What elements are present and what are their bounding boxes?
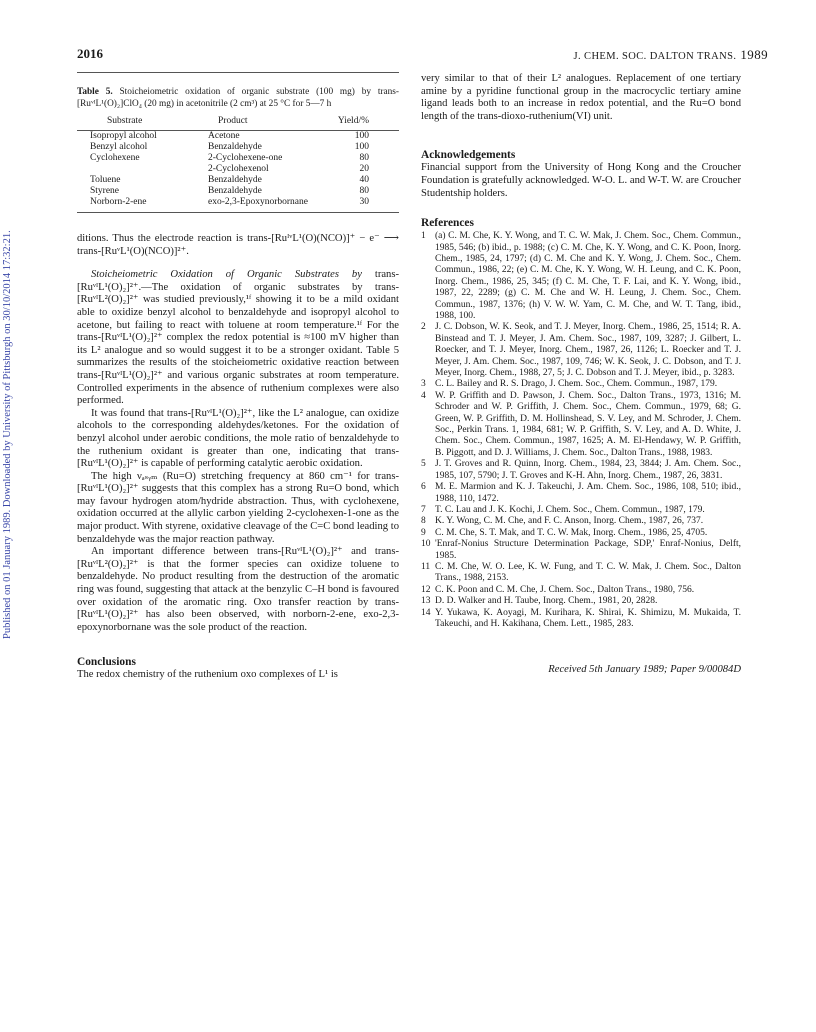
table-cell: 40 bbox=[359, 175, 369, 185]
reference-item bbox=[421, 528, 741, 539]
table-cell: 80 bbox=[359, 186, 369, 196]
paragraph: very similar to that of their L² analogues. Replacement of one tertiary amine by a pyridine functional group in the macrocyclic tertiary amine ligand leads both to an increase in redox potential, and the Ru=O bond length of the trans-dioxo-ruthenium(VI) unit. bbox=[421, 73, 741, 122]
reference-number: 9 bbox=[421, 527, 426, 538]
reference-item bbox=[421, 482, 741, 505]
section-heading: Conclusions bbox=[77, 656, 136, 669]
table-cell: Benzyl alcohol bbox=[90, 142, 148, 152]
table-row bbox=[77, 186, 399, 197]
table-bottom-rule bbox=[77, 212, 399, 213]
reference-item bbox=[421, 516, 741, 527]
page-number: 2016 bbox=[77, 46, 103, 61]
reference-number: 11 bbox=[421, 561, 431, 572]
reference-number: 5 bbox=[421, 459, 426, 470]
table-cell: Toluene bbox=[90, 175, 121, 185]
table-cell: Acetone bbox=[208, 131, 240, 141]
table-row bbox=[77, 164, 399, 175]
paper-number: Paper 9/00084D bbox=[670, 664, 741, 676]
reference-text: C. M. Che, S. T. Mak, and T. C. W. Mak, Inorg. Chem., 1986, 25, 4705. bbox=[435, 527, 708, 538]
received-line bbox=[421, 664, 741, 677]
reference-item bbox=[421, 539, 741, 562]
reference-number: 8 bbox=[421, 516, 426, 527]
reference-item bbox=[421, 459, 741, 482]
reference-text: W. P. Griffith and D. Pawson, J. Chem. Soc., Dalton Trans., 1973, 1316; M. Schroder and W. P. Griffith, J. Chem. Soc., Chem. Commun., 1979, 68; G. Green, W. P. Griffith, D. M. Hollinshead, S. V. Ley, and M. Schroder, J. Chem. Soc., Perkin Trans. 1, 1984, 681; W. P. Griffith, S. V. Ley, and A. D. White, J. Chem. Soc., Chem. Commun., 1987, 1625; A. M. El-Hendawy, W. P. Griffith, B. Piggott, and D. J. Williams, J. Chem. Soc., Dalton Trans., 1988, 1983. bbox=[435, 390, 741, 458]
table-row bbox=[77, 197, 399, 208]
column-header: Yield/% bbox=[327, 112, 399, 131]
table-cell: Benzaldehyde bbox=[208, 175, 262, 185]
table-header-row bbox=[77, 112, 399, 131]
column-header: Product bbox=[208, 112, 327, 131]
reference-item bbox=[421, 608, 741, 631]
reference-item bbox=[421, 379, 741, 390]
reference-number: 13 bbox=[421, 596, 431, 607]
reference-number: 10 bbox=[421, 539, 431, 550]
paragraph: The redox chemistry of the ruthenium oxo complexes of L¹ is bbox=[77, 669, 338, 681]
table-cell: 2-Cyclohexenol bbox=[208, 164, 269, 174]
reference-text: M. E. Marmion and K. J. Takeuchi, J. Am. Chem. Soc., 1986, 108, 510; ibid., 1988, 110, 1472. bbox=[435, 482, 741, 504]
table-cell: exo-2,3-Epoxynorbornane bbox=[208, 197, 308, 207]
reference-number: 7 bbox=[421, 504, 426, 515]
paragraph-title: Stoicheiometric Oxidation of Organic Substrates by bbox=[91, 269, 362, 281]
reference-text: J. C. Dobson, W. K. Seok, and T. J. Meyer, Inorg. Chem., 1986, 25, 1514; R. A. Binstead and T. J. Meyer, J. Am. Chem. Soc., 1987, 109, 3287; J. Gilbert, L. Roecker, and T. J. Meyer, Inorg. Chem., 1987, 26, 1126; L. Roecker and T. J. Meyer, J. Am. Chem. Soc., 1987, 109, 746; W. K. Seok, J. C. Dobson, and T. J. Meyer, Inorg. Chem., 1988, 27, 5; J. C. Dobson and T. J. Meyer, ibid., p. 3283. bbox=[435, 322, 741, 379]
paragraph bbox=[77, 269, 399, 408]
table-cell: Benzaldehyde bbox=[208, 186, 262, 196]
table-cell bbox=[77, 164, 208, 175]
reference-item bbox=[421, 596, 741, 607]
reference-text: J. T. Groves and R. Quinn, Inorg. Chem., 1984, 23, 3844; J. Am. Chem. Soc., 1985, 107, 5790; J. T. Groves and K-H. Ahn, Inorg. Chem., 1987, 26, 3831. bbox=[435, 459, 741, 481]
table-cell: Benzaldehyde bbox=[208, 142, 262, 152]
reference-text: D. D. Walker and H. Taube, Inorg. Chem., 1981, 20, 2828. bbox=[435, 596, 658, 607]
reference-number: 3 bbox=[421, 379, 426, 390]
section-heading: Acknowledgements bbox=[421, 149, 516, 162]
section-heading: References bbox=[421, 217, 474, 230]
paragraph: An important difference between trans-[RuᵛᴵL¹(O)₂]²⁺ and trans-[RuᵛᴵL²(O)₂]²⁺ is that the former species can oxidize toluene to benzaldehyde. No product resulting from the destruction of the aromatic ring was found, suggesting that attack at the benzylic C–H bond is favoured over oxidation of the aromatic ring. Oxo transfer reaction by trans-[RuᵛᴵL¹(O)₂]²⁺ has also been observed, with norborn-2-ene, exo-2,3-epoxynorbornane was the sole product of the reaction. bbox=[77, 546, 399, 633]
reference-text: C. L. Bailey and R. S. Drago, J. Chem. Soc., Chem. Commun., 1987, 179. bbox=[435, 379, 718, 390]
table-cell: 100 bbox=[354, 142, 369, 152]
paragraph: ditions. Thus the electrode reaction is trans-[RuᴵᵛL¹(O)(NCO)]⁺ − e⁻ ⟶ trans-[RuᵛL¹(O)(NCO)]²⁺. bbox=[77, 233, 399, 257]
reference-number: 4 bbox=[421, 390, 426, 401]
table-row bbox=[77, 153, 399, 164]
right-column bbox=[421, 73, 741, 677]
reference-item bbox=[421, 562, 741, 585]
reference-item bbox=[421, 322, 741, 379]
paragraph-text: trans-[RuᵛᴵL¹(O)₂]²⁺.—The oxidation of organic substrates by trans-[RuᵛᴵL²(O)₂]²⁺ was studied previously,¹ᶠ showing it to be a mild oxidant able to oxidize benzyl alcohol to benzaldehyde and isopropyl alcohol to acetone, but failing to react with toluene at room temperature.¹ᶠ For the trans-[RuᵛᴵL¹(O)₂]²⁺ complex the redox potential is ≈100 mV higher than its L² analogue and so would suggest it to be a stronger oxidant. Table 5 summarizes the results of the stoicheiometric oxidative reaction between trans-[RuᵛᴵL¹(O)₂]²⁺ and various organic substrates at room temperature. Controlled experiments in the absence of ruthenium complexes were also performed. bbox=[77, 269, 399, 407]
reference-list bbox=[421, 231, 741, 630]
table-cell: 2-Cyclohexene-one bbox=[208, 153, 283, 163]
journal-year: 1989 bbox=[740, 47, 768, 62]
table-row bbox=[77, 131, 399, 143]
results-table bbox=[77, 112, 399, 208]
paragraph: The high νₐₛᵧₘ (Ru=O) stretching frequency at 860 cm⁻¹ for trans-[RuᵛᴵL¹(O)₂]²⁺ suggests that this complex has a strong Ru=O bond, which may favour hydrogen atom/hydride abstraction. Thus, with cyclohexene, oxidation occurred at the allylic carbon yielding 2-cyclohexen-1-one as the major product. With styrene, oxidative cleavage of the C=C bond leading to benzaldehyde was the major reaction pathway. bbox=[77, 470, 399, 545]
paragraph: Financial support from the University of Hong Kong and the Croucher Foundation is gratefully acknowledged. W-O. L. and W-T. W. are Croucher Studentship holders. bbox=[421, 162, 741, 199]
download-watermark: Published on 01 January 1989. Downloaded by University of Pittsburgh on 30/10/2014 17:32:21. bbox=[2, 230, 13, 640]
reference-number: 2 bbox=[421, 322, 426, 333]
table-row bbox=[77, 175, 399, 186]
reference-text: Y. Yukawa, K. Aoyagi, M. Kurihara, K. Shirai, K. Shimizu, M. Mukaida, T. Takeuchi, and H. Kakihana, Chem. Lett., 1985, 283. bbox=[435, 607, 741, 629]
reference-text: C. M. Che, W. O. Lee, K. W. Fung, and T. C. W. Mak, J. Chem. Soc., Dalton Trans., 1988, 2153. bbox=[435, 561, 741, 584]
table-cell: Styrene bbox=[90, 186, 120, 196]
reference-text: 'Enraf-Nonius Structure Determination Package, SDP,' Enraf-Nonius, Delft, 1985. bbox=[435, 539, 741, 561]
reference-item bbox=[421, 391, 741, 459]
reference-item bbox=[421, 505, 741, 516]
reference-text: C. K. Poon and C. M. Che, J. Chem. Soc., Dalton Trans., 1980, 756. bbox=[435, 584, 695, 595]
table-cell: 100 bbox=[354, 131, 369, 141]
journal-header bbox=[574, 47, 769, 63]
table-cell: Cyclohexene bbox=[90, 153, 140, 163]
reference-number: 1 bbox=[421, 231, 426, 242]
reference-number: 14 bbox=[421, 607, 431, 618]
reference-number: 12 bbox=[421, 584, 431, 595]
table-caption bbox=[77, 87, 399, 110]
top-rule bbox=[77, 72, 399, 73]
column-header: Substrate bbox=[77, 112, 208, 131]
table-label: Table 5. bbox=[77, 87, 113, 97]
left-column bbox=[77, 72, 399, 682]
reference-item bbox=[421, 585, 741, 596]
journal-title: J. CHEM. SOC. DALTON TRANS. bbox=[573, 51, 737, 62]
received-date: Received 5th January 1989; bbox=[548, 664, 668, 676]
table-cell: 80 bbox=[359, 153, 369, 163]
reference-item bbox=[421, 231, 741, 322]
table-cell: Isopropyl alcohol bbox=[90, 131, 157, 141]
reference-text: T. C. Lau and J. K. Kochi, J. Chem. Soc., Chem. Commun., 1987, 179. bbox=[435, 504, 705, 515]
table-cell: Norborn-2-ene bbox=[90, 197, 147, 207]
paragraph: It was found that trans-[RuᵛᴵL¹(O)₂]²⁺, like the L² analogue, can oxidize alcohols to the corresponding aldehydes/ketones. For the oxidation of benzyl alcohol under aerobic conditions, the mole ratio of benzaldehyde to the ruthenium oxidant is greater than one, indicating that trans-[RuᵛᴵL¹(O)₂]²⁺ is capable of performing catalytic aerobic oxidation. bbox=[77, 407, 399, 470]
table-caption-text: Stoicheiometric oxidation of organic substrate (100 mg) by trans-[RuᵛᴵL¹(O)₂]ClO₄ (20 mg) in acetonitrile (2 cm³) at 25 °C for 5—7 h bbox=[77, 87, 399, 109]
table-row bbox=[77, 142, 399, 153]
table-cell: 30 bbox=[359, 197, 369, 207]
reference-text: K. Y. Wong, C. M. Che, and F. C. Anson, Inorg. Chem., 1987, 26, 737. bbox=[435, 516, 704, 527]
reference-text: (a) C. M. Che, K. Y. Wong, and T. C. W. Mak, J. Chem. Soc., Chem. Commun., 1985, 546; (b) ibid., p. 1988; (c) C. M. Che, K. Y. Wong, and C. K. Poon, Inorg. Chem., 1985, 24, 1797; (d) C. M. Che and K. Y. Wong, J. Chem. Soc., Chem. Commun., 1986, 22; (e) C. M. Che, K. Y. Wong, W. H. Leung, and C. K. Poon, Inorg. Chem., 1986, 25, 345; (f) C. M. Che, T. F. Lai, and K. Y. Wong, ibid., 1987, 22, 2289; (g) C. M. Che and W. H. Leung, J. Chem. Soc., Chem. Commun., 1987, 1376; (h) V. W. W. Yam, C. M. Che, and W. T. Tang, ibid., 1988, 100. bbox=[435, 231, 741, 321]
reference-number: 6 bbox=[421, 482, 426, 493]
table-cell: 20 bbox=[359, 164, 369, 174]
